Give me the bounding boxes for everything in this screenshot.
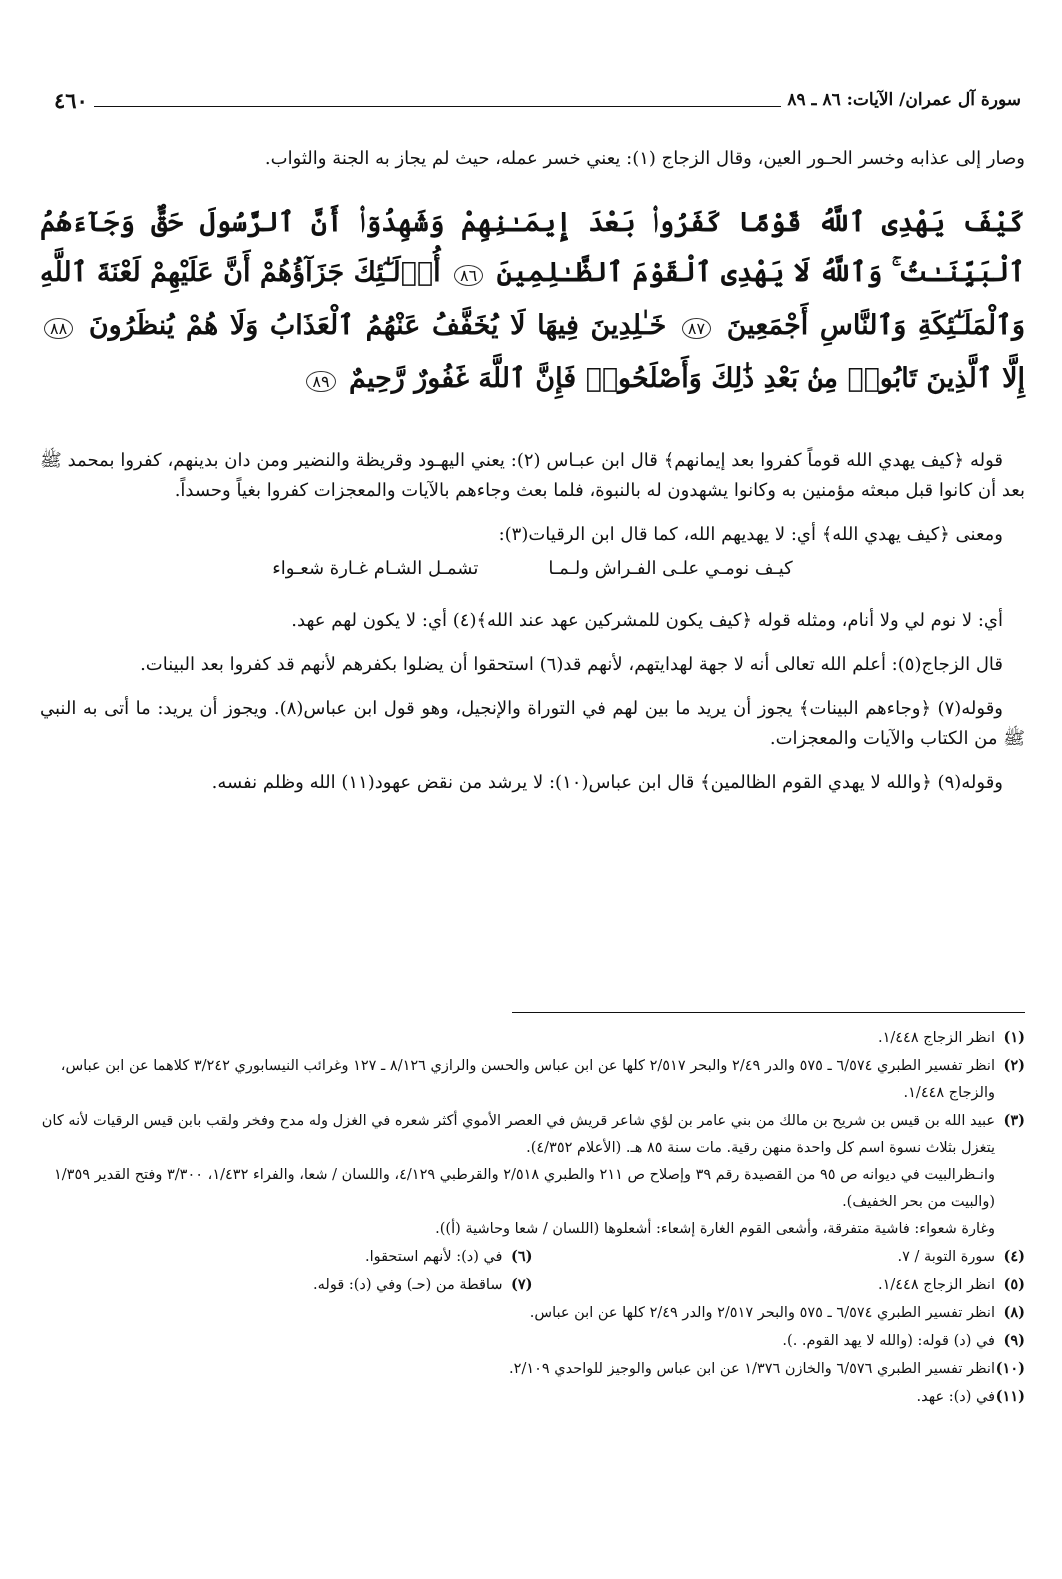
footnote-10: [40, 1355, 1025, 1383]
ayah-88: خَـٰلِدِينَ فِيهَا لَا يُخَفَّفُ عَنْهُمُ ٱلْعَذَابُ وَلَا هُمْ يُنظَرُونَ: [88, 310, 667, 341]
footnote-text: انظر تفسير الطبري ٦/٥٧٤ ـ ٥٧٥ والبحر ٢/٥١٧ والدر ٢/٤٩ كلها عن ابن عباس.: [529, 1305, 995, 1321]
footnote-number: (١٠): [995, 1360, 1025, 1377]
ayah-marker-86: ٨٦: [454, 265, 483, 286]
footnote-text: انظر تفسير الطبري ٦/٥٧٦ والخازن ١/٣٧٦ عن ابن عباس والوجيز للواحدي ٢/١٠٩.: [509, 1361, 995, 1377]
paragraph-4: قال الزجاج(٥): أعلم الله تعالى أنه لا جهة لهدايتهم، لأنهم قد(٦) استحقوا أن يضلوا بكفرهم لأنهم قد كفروا بعد البينات.: [140, 654, 1003, 675]
footnote-text: ساقطة من (حـ) وفي (د): قوله.: [313, 1277, 503, 1293]
footnote-text: عبيد الله بن قيس بن شريح بن مالك من بني عامر بن لؤي شاعر قريش في العصر الأموي أكثر شعره في الغزل وله مدح وفخر ولقب بابن قيس الرقيات لأنه كان يتغزل بثلاث نسوة اسم كل واحدة منهن رقية. مات سنة ٨٥ هـ. (الأعلام ٤/٣٥٢).: [41, 1113, 995, 1156]
footnote-text: في (د): عهد.: [916, 1389, 995, 1405]
quran-verses: [40, 198, 1025, 407]
footnote-number: (٤): [1003, 1248, 1025, 1265]
footnote-text: في (د) قوله: (والله لا يهد القوم. .).: [782, 1333, 995, 1349]
paragraph-1: قوله ﴿كيف يهدي الله قوماً كفروا بعد إيمانهم﴾ قال ابن عبـاس (٢): يعني اليهـود وقريظة والنضير ومن دان بدينهم، كفروا بمحمد ﷺ بعد أن كانوا قبل مبعثه مؤمنين به وكانوا يشهدون له بالنبوة، فلما بعث وجاءهم بالآيات والمعجزات كفروا بغياً وحسداً.: [40, 450, 1025, 501]
footnote-number: (١): [1003, 1029, 1025, 1046]
ayah-marker-89: ٨٩: [306, 371, 335, 392]
paragraph-2: ومعنى ﴿كيف يهدي الله﴾ أي: لا يهديهم الله، كما قال ابن الرقيات(٣):: [498, 524, 1003, 545]
footnote-text: سورة التوبة / ٧.: [897, 1249, 995, 1265]
footnote-6: [40, 1243, 533, 1271]
footnote-3: [40, 1107, 1025, 1162]
ayah-86: كَيْفَ يَهْدِى ٱللَّهُ قَوْمًا كَفَرُوا۟ بَعْدَ إِيمَـٰنِهِمْ وَشَهِدُوٓا۟ أَنَّ ٱلرَّسُولَ حَقٌّ وَجَآءَهُمُ ٱلْبَيِّنَـٰتُ ۚ وَٱللَّهُ لَا يَهْدِى ٱلْقَوْمَ ٱلظَّـٰلِمِينَ: [40, 207, 1025, 288]
ayah-marker-88: ٨٨: [44, 318, 73, 339]
footnote-7: [40, 1271, 533, 1299]
ayah-89: إِلَّا ٱلَّذِينَ تَابُوا۟ مِنۢ بَعْدِ ذَٰلِكَ وَأَصْلَحُوا۟ فَإِنَّ ٱللَّهَ غَفُورٌ رَّحِيمٌ: [348, 363, 1025, 394]
poem-second-hemistich: تشمـل الشـام غـارة شعـواء: [272, 558, 479, 579]
footnote-row-5-7: [40, 1271, 1025, 1299]
footnote-number: (٨): [1003, 1304, 1025, 1321]
footnote-text: انظر تفسير الطبري ٦/٥٧٤ ـ ٥٧٥ والدر ٢/٤٩ والبحر ٢/٥١٧ كلها عن ابن عباس والحسن والرازي ٨/١٢٦ ـ ١٢٧ وغرائب النيسابوري ٣/٢٤٢ كلاهما عن ابن عباس، والزجاج ١/٤٤٨.: [60, 1058, 995, 1101]
paragraph-6: وقوله(٩) ﴿والله لا يهدي القوم الظالمين﴾ قال ابن عباس(١٠): لا يرشد من نقض عهود(١١) الله وظلم نفسه.: [211, 772, 1003, 793]
footnote-number: (٧): [510, 1276, 533, 1293]
footnote-11: [40, 1383, 1025, 1411]
poem-verse: [40, 554, 1025, 584]
footnote-number: (٦): [510, 1248, 533, 1265]
footnote-1: [40, 1024, 1025, 1052]
footnote-4: [533, 1243, 1026, 1271]
footnote-9: [40, 1327, 1025, 1355]
paragraph-5: وقوله(٧) ﴿وجاءهم البينات﴾ يجوز أن يريد ما بين لهم في التوراة والإنجيل، وهو قول ابن عباس(٨). ويجوز أن يريد: ما أتى به النبي ﷺ من الكتاب والآيات والمعجزات.: [40, 698, 1025, 749]
running-title: سورة آل عمران/ الآيات: ٨٦ ـ ٨٩: [787, 90, 1021, 110]
poem-first-hemistich: كيـف نومـي علـى الفـراش ولـمـا: [548, 558, 793, 579]
footnote-number: (٢): [1003, 1057, 1025, 1074]
footnote-3-continued: وانـظرالبيت في ديوانه ص ٩٥ من القصيدة رقم ٣٩ وإصلاح ص ٢١١ والطبري ٢/٥١٨ والقرطبي ٤/١٢٩، واللسان / شعا، والفراء ١/٤٣٢، ٣/٣٠٠ وفتح القدير ١/٣٥٩ (والبيت من بحر الخفيف).: [54, 1167, 995, 1210]
header-rule: [94, 94, 782, 107]
footnote-separator: [512, 1012, 1025, 1013]
footnote-number: (١١): [995, 1388, 1025, 1405]
footnote-2: [40, 1052, 1025, 1107]
page-number: ٤٦٠: [54, 87, 88, 113]
footnote-text: انظر الزجاج ١/٤٤٨.: [877, 1030, 995, 1046]
footnote-8: [40, 1299, 1025, 1327]
page-header: [40, 88, 1025, 112]
intro-line: وصار إلى عذابه وخسر الحـور العين، وقال الزجاج (١): يعني خسر عمله، حيث لم يجاز به الجنة والثواب.: [264, 148, 1025, 169]
footnote-number: (٩): [1003, 1332, 1025, 1349]
footnote-text: انظر الزجاج ١/٤٤٨.: [877, 1277, 995, 1293]
footnote-5: [533, 1271, 1026, 1299]
ayah-marker-87: ٨٧: [682, 318, 711, 339]
ayah-87: أُو۟لَـٰٓئِكَ جَزَآؤُهُمْ أَنَّ عَلَيْهِمْ لَعْنَةَ ٱللَّهِ وَٱلْمَلَـٰٓئِكَةِ وَٱلنَّاسِ أَجْمَعِينَ: [40, 257, 1025, 341]
footnote-number: (٥): [1003, 1276, 1025, 1293]
book-page: [40, 0, 1025, 1579]
footnote-row-4-6: [40, 1243, 1025, 1271]
footnote-text: في (د): لأنهم استحقوا.: [364, 1249, 503, 1265]
commentary-body: [40, 446, 1025, 812]
footnote-number: (٣): [1003, 1112, 1025, 1129]
footnotes: [40, 1024, 1025, 1411]
paragraph-3: أي: لا نوم لي ولا أنام، ومثله قوله ﴿كيف يكون للمشركين عهد عند الله﴾(٤) أي: لا يكون لهم عهد.: [291, 610, 1003, 631]
footnote-3-gloss: وغارة شعواء: فاشية متفرقة، وأشعى القوم الغارة إشعاء: أشعلوها (اللسان / شعا وحاشية (أ)).: [435, 1221, 995, 1237]
